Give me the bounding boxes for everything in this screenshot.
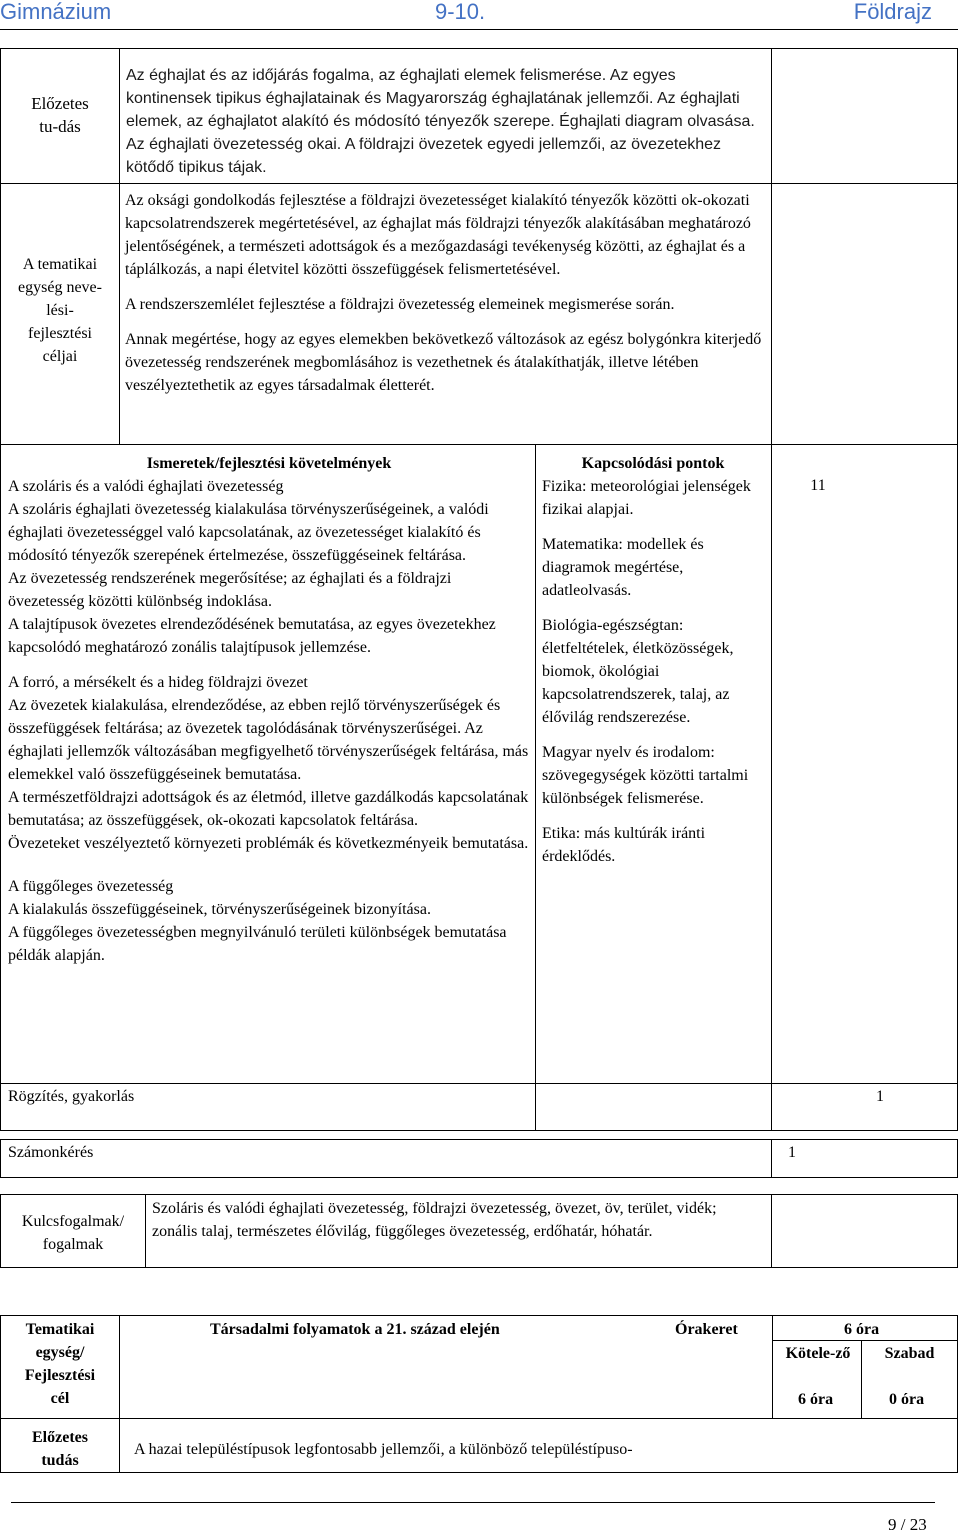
connection-item: Magyar nyelv és irodalom: szövegegységek közötti tartalmi különbségek felismerése. bbox=[542, 744, 749, 807]
unit2-title: Társadalmi folyamatok a 21. század elején bbox=[210, 1321, 500, 1338]
unit2-mandatory-hours: 6 óra bbox=[798, 1391, 834, 1408]
requirement-heading: A függőleges övezetesség bbox=[8, 878, 174, 895]
connection-item: Biológia-egészségtan: életfeltételek, életközösségek, biomok, ökológiai kapcsolatrendszerek, talaj, az élővilág rendszerezése. bbox=[542, 617, 734, 726]
requirement-item: A függőleges övezetességben megnyilvánuló területi különbségek bemutatása példák alapján. bbox=[8, 924, 507, 964]
requirement-heading: A forró, a mérsékelt és a hideg földrajzi övezet bbox=[8, 674, 308, 691]
header-subject: Földrajz bbox=[853, 0, 932, 24]
unit2-hours-total: 6 óra bbox=[844, 1321, 880, 1338]
requirements-column bbox=[8, 452, 530, 967]
connections-header: Kapcsolódási pontok bbox=[581, 455, 725, 472]
header-school: Gimnázium bbox=[0, 0, 112, 24]
key-concepts-text: Szoláris és valódi éghajlati övezetesség, földrajzi övezetesség, övezet, öv, terület, vidék; zonális talaj, természetes élővilág, függőleges övezetesség, erdőhatár, hóhatár. bbox=[152, 1200, 717, 1240]
key-concepts-label: Kulcsfogalmak/ fogalmak bbox=[21, 1213, 125, 1253]
requirements-header: Ismeretek/fejlesztési követelmények bbox=[146, 455, 392, 472]
goals-text bbox=[125, 189, 765, 397]
unit2-label: Tematikai egység/ Fejlesztési cél bbox=[24, 1321, 96, 1407]
unit2-hours-label: Órakeret bbox=[675, 1321, 738, 1338]
prior-knowledge-text: Az éghajlat és az időjárás fogalma, az éghajlati elemek felismerése. Az egyes kontinensek tipikus éghajlatainak és Magyarország éghajlatának jellemzői. Az éghajlati elemek, az éghajlatot alakító és módosító tényezők szerepe. Éghajlati diagram olvasása. Az éghajlati övezetesség okai. A földrajzi övezetek egyedi jellemzői, az övezetekhez kötődő tipikus tájak. bbox=[126, 67, 755, 176]
requirement-item: Övezeteket veszélyeztető környezeti problémák és következményeik bemutatása. bbox=[8, 835, 529, 852]
requirement-item: A kialakulás összefüggéseinek, törvényszerűségeinek bizonyítása. bbox=[8, 901, 431, 918]
unit2-free-label: Szabad bbox=[884, 1345, 935, 1362]
connections-column bbox=[542, 452, 764, 868]
connection-item: Matematika: modellek és diagramok megértése, adatleolvasás. bbox=[542, 536, 704, 599]
goals-paragraph: Annak megértése, hogy az egyes elemekben bekövetkező változások az egész bolygónkra kiterjedő övezetesség rendszerének megbomlásához is vezethetnek és átalakíthatják, illetve létében veszélyeztethetik az egyes társadalmak életterét. bbox=[125, 331, 762, 394]
goals-paragraph: A rendszerszemlélet fejlesztése a földrajzi övezetesség elemeinek megismerése során. bbox=[125, 296, 675, 313]
connection-item: Fizika: meteorológiai jelenségek fizikai alapjai. bbox=[542, 478, 751, 518]
assessment-label: Számonkérés bbox=[8, 1144, 94, 1161]
practice-label: Rögzítés, gyakorlás bbox=[8, 1088, 135, 1105]
requirement-item: A talajtípusok övezetes elrendeződésének bemutatása, az egyes övezetekhez kapcsolódó meghatározó zonális talajtípusok jellemzése. bbox=[8, 616, 496, 656]
goals-paragraph: Az oksági gondolkodás fejlesztése a földrajzi övezetességet kialakító tényezők közötti ok-okozati kapcsolatrendszerek megértetésével, az éghajlat más földrajzi tényezők alakításában meghatározó jelentőségének, a természeti adottságok és a mezőgazdasági tevékenység közötti, az éghajlat és a táplálkozás, a napi életvitel közötti összefüggések felismertetésével. bbox=[125, 192, 751, 278]
goals-label: A tematikai egység neve- lési- fejlesztési céljai bbox=[18, 256, 102, 365]
requirement-item: Az övezetek kialakulása, elrendeződése, az ebben rejlő törvényszerűségek és összefüggések feltárása; az övezetek tagolódásának törvényszerűségei. Az éghajlati jellemzők változásában megfigyelhető törvényszerűségek feltárása, más elemekkel való összefüggéseinek bemutatása. bbox=[8, 697, 529, 783]
unit2-prior-label: Előzetes tudás bbox=[32, 1429, 88, 1469]
requirement-item: Az övezetesség rendszerének megerősítése; az éghajlati és a földrajzi övezetesség közötti különbség indoklása. bbox=[8, 570, 452, 610]
unit2-free-hours: 0 óra bbox=[889, 1391, 925, 1408]
prior-knowledge-label: Előzetes tu-dás bbox=[31, 94, 89, 136]
unit2-prior-text: A hazai településtípusok legfontosabb jellemzői, a különböző településtípuso- bbox=[134, 1441, 633, 1458]
connection-item: Etika: más kultúrák iránti érdeklődés. bbox=[542, 825, 706, 865]
requirement-item: A szoláris éghajlati övezetesség kialakulása törvényszerűségeinek, a valódi éghajlati övezetességgel való kapcsolatának, az övezetességet kialakító és módosító tényezők szerepének értelmezése, összefüggéseinek feltárása. bbox=[8, 501, 489, 564]
hours-main: 11 bbox=[810, 477, 826, 494]
assessment-hours: 1 bbox=[788, 1144, 796, 1161]
page-header bbox=[0, 0, 960, 28]
unit2-mandatory-label: Kötele-ző bbox=[785, 1345, 851, 1362]
requirement-item: A természetföldrajzi adottságok és az életmód, illetve gazdálkodás kapcsolatának bemutatása; az összefüggések, ok-okozati kapcsolatok feltárása. bbox=[8, 789, 529, 829]
requirement-heading: A szoláris és a valódi éghajlati övezetesség bbox=[8, 478, 284, 495]
header-grade: 9-10. bbox=[435, 0, 486, 24]
practice-hours: 1 bbox=[876, 1088, 884, 1105]
page-number: 9 / 23 bbox=[888, 1515, 927, 1534]
